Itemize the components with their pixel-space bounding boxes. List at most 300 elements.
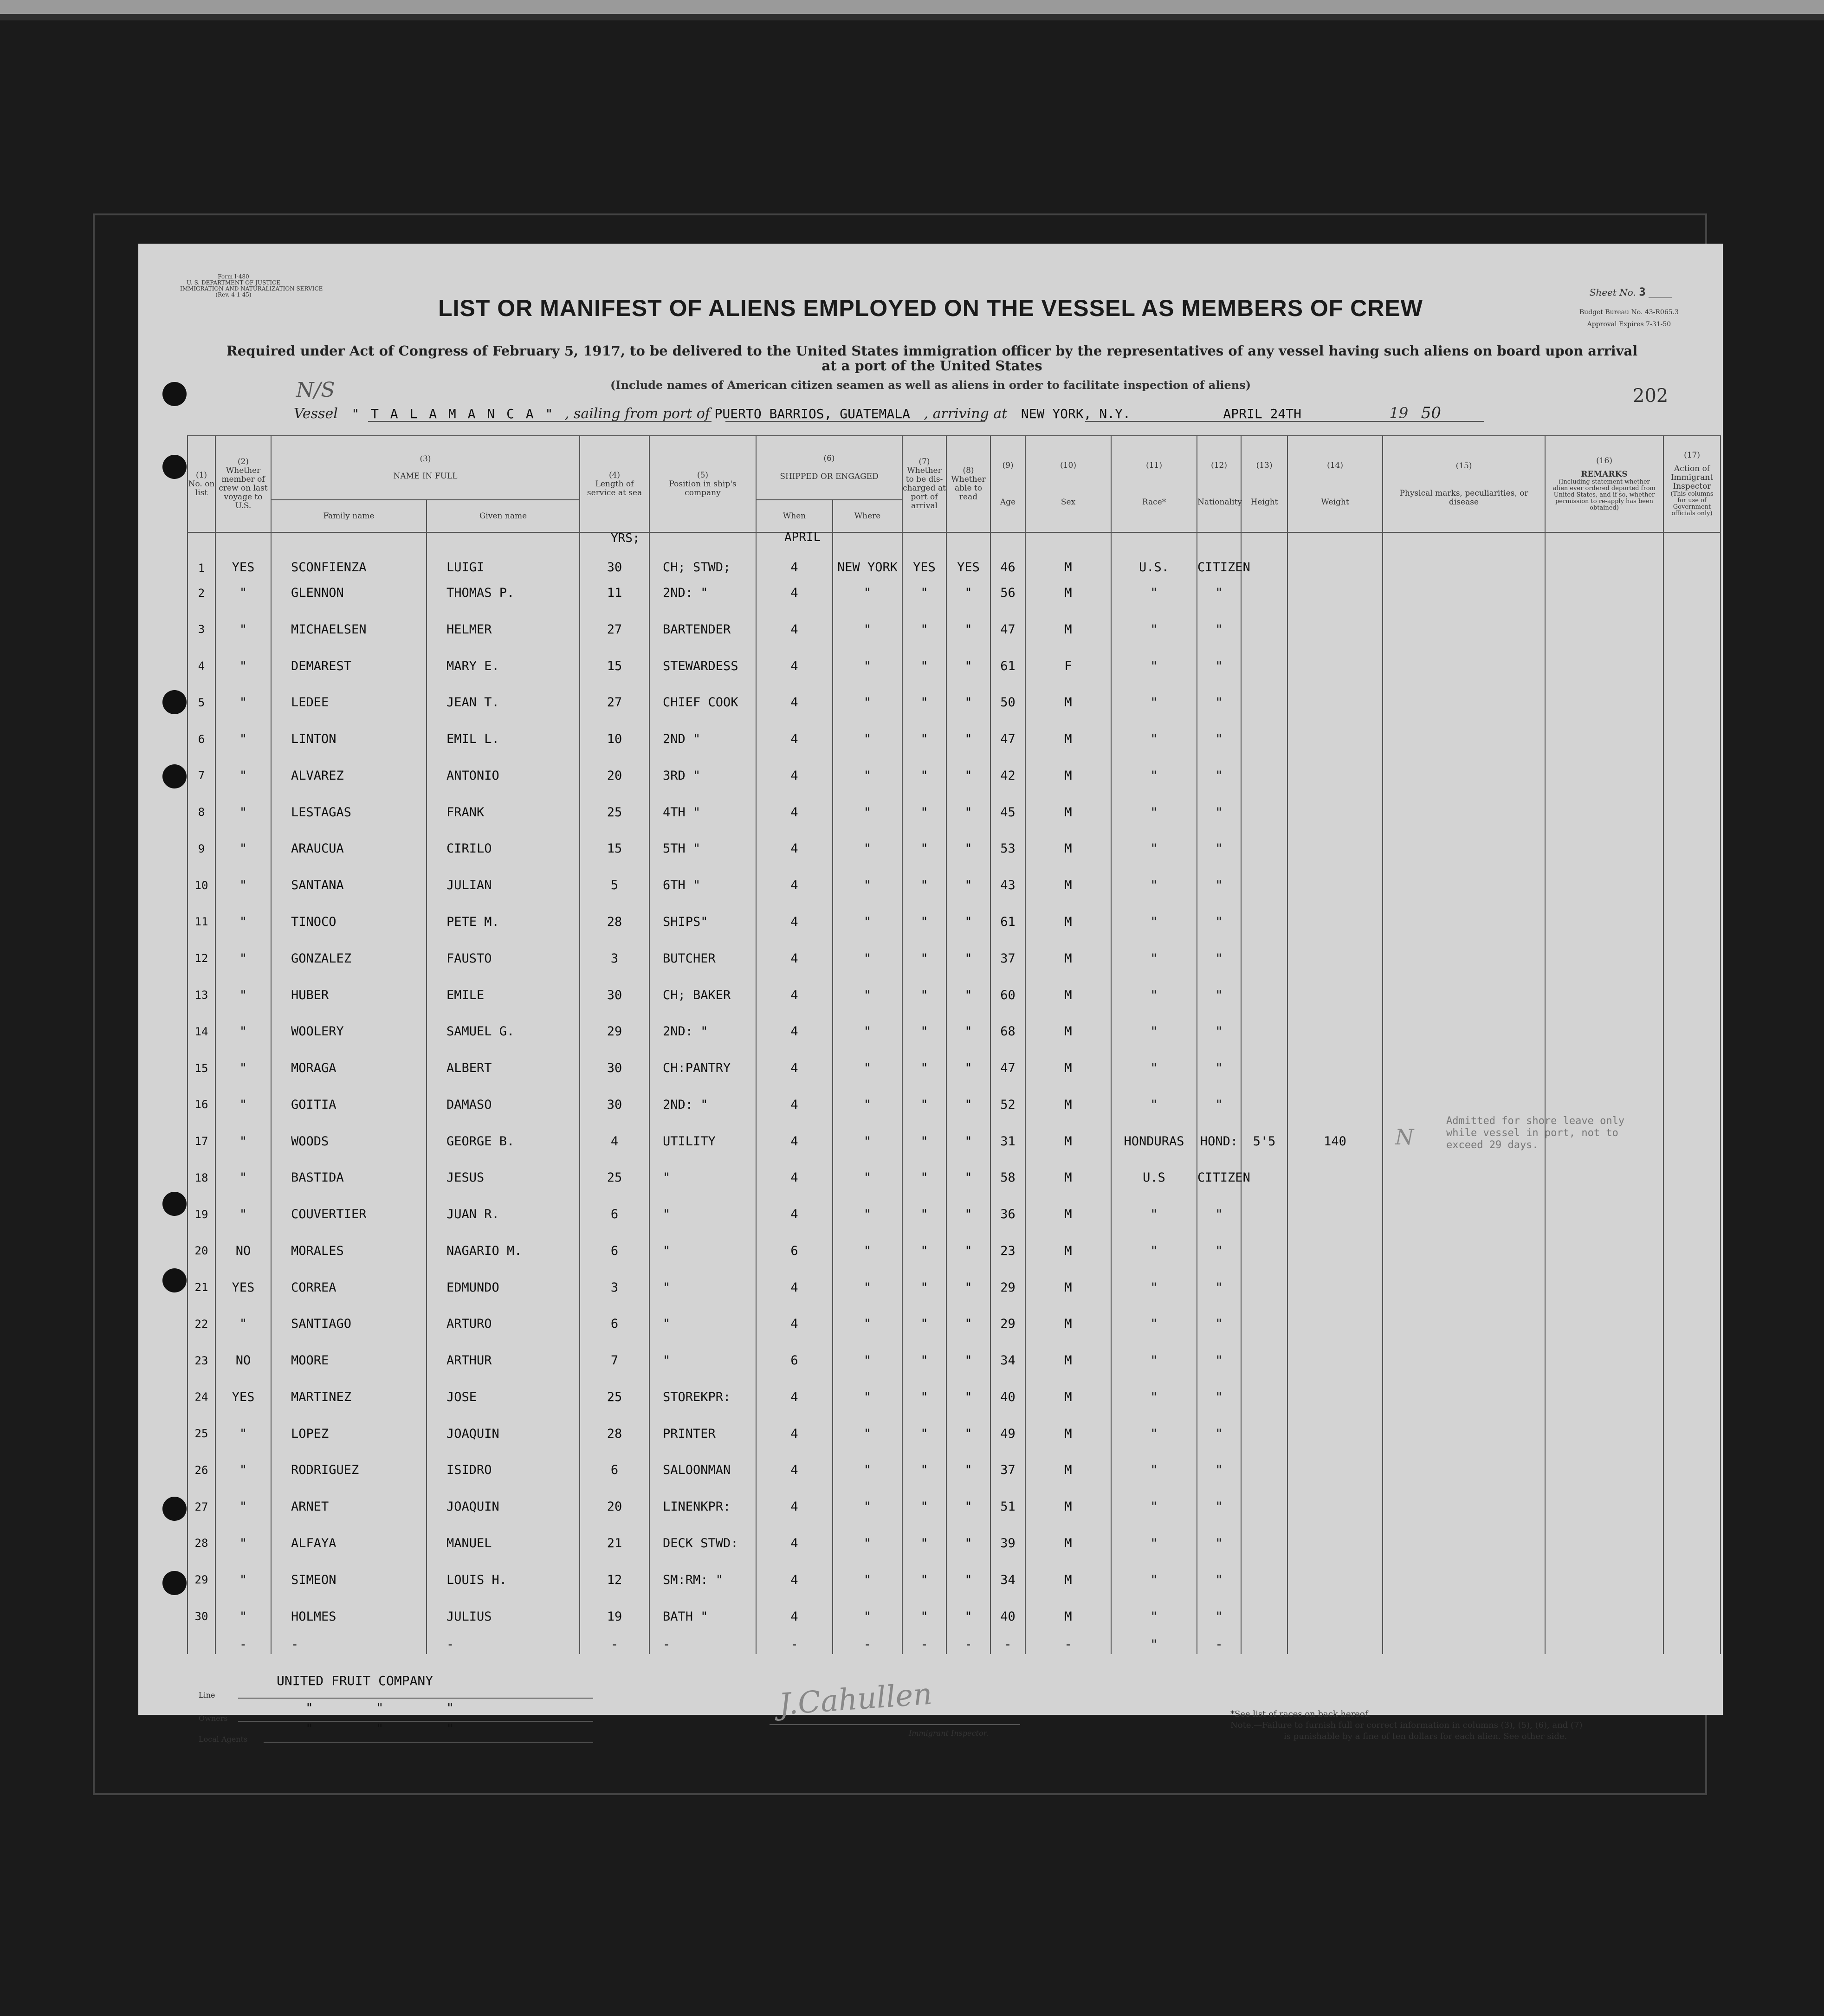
cell-race: " xyxy=(1111,1269,1197,1306)
cell-shipped-when: 4 xyxy=(756,648,833,685)
agents-underline xyxy=(264,1742,593,1743)
cell-height xyxy=(1241,575,1287,611)
cell-row-number xyxy=(188,1635,215,1654)
cell-shipped-where: " xyxy=(833,1525,902,1562)
cell-able-to-read: " xyxy=(946,1086,990,1123)
cell-row-number: 3 xyxy=(188,611,215,648)
film-edge xyxy=(0,0,1824,14)
vessel-underline xyxy=(368,421,711,422)
cell-position: CHIEF COOK xyxy=(649,685,756,721)
cell-family-name: DEMAREST xyxy=(271,648,427,685)
cell-row-number: 22 xyxy=(188,1306,215,1343)
cell-race: " xyxy=(1111,1050,1197,1086)
cell-nationality: " xyxy=(1197,611,1241,648)
cell-nationality: " xyxy=(1197,831,1241,867)
cell-sex: M xyxy=(1025,1269,1111,1306)
cell-age: 39 xyxy=(990,1525,1025,1562)
cell-physical xyxy=(1383,794,1545,831)
cell-able-to-read: " xyxy=(946,1342,990,1379)
cell-remarks xyxy=(1545,1269,1663,1306)
cell-discharge: " xyxy=(902,1415,946,1452)
cell-position: 2ND: " xyxy=(649,575,756,611)
cell-position: 2ND: " xyxy=(649,1086,756,1123)
cell-shipped-when: 4 xyxy=(756,1086,833,1123)
cell-race: " xyxy=(1111,611,1197,648)
cell-shipped-where: " xyxy=(833,1488,902,1525)
cell-weight xyxy=(1287,1013,1383,1050)
cell-height xyxy=(1241,1196,1287,1233)
table-row xyxy=(188,757,1721,794)
cell-able-to-read: " xyxy=(946,1525,990,1562)
cell-physical xyxy=(1383,611,1545,648)
cell-age: 58 xyxy=(990,1159,1025,1196)
cell-sex: M xyxy=(1025,867,1111,904)
cell-prev-voyage: " xyxy=(215,648,271,685)
table-row xyxy=(188,1598,1721,1635)
cell-weight xyxy=(1287,757,1383,794)
cell-physical xyxy=(1383,867,1545,904)
cell-race: " xyxy=(1111,1415,1197,1452)
cell-given-name: LOUIS H. xyxy=(427,1562,580,1598)
cell-race: " xyxy=(1111,1488,1197,1525)
cell-sex: M xyxy=(1025,794,1111,831)
cell-remarks xyxy=(1545,1050,1663,1086)
year-prefix: 19 xyxy=(1389,404,1409,422)
sailing-label: , sailing from port of xyxy=(564,406,710,422)
cell-row-number: 16 xyxy=(188,1086,215,1123)
cell-position: STOREKPR: xyxy=(649,1379,756,1415)
cell-inspector xyxy=(1663,904,1721,940)
sheet-value: 3 xyxy=(1639,285,1646,298)
cell-height xyxy=(1241,648,1287,685)
cell-height xyxy=(1241,1488,1287,1525)
cell-prev-voyage: " xyxy=(215,1086,271,1123)
cell-nationality: " xyxy=(1197,648,1241,685)
cell-row-number: 28 xyxy=(188,1525,215,1562)
cell-service-years: 7 xyxy=(580,1342,649,1379)
cell-service-years: 3 xyxy=(580,1269,649,1306)
cell-prev-voyage: " xyxy=(215,1415,271,1452)
cell-given-name: - xyxy=(427,1635,580,1654)
cell-sex: F xyxy=(1025,648,1111,685)
cell-service-years: 11 xyxy=(580,575,649,611)
cell-row-number: 30 xyxy=(188,1598,215,1635)
cell-race: " xyxy=(1111,1598,1197,1635)
cell-remarks xyxy=(1545,721,1663,757)
cell-discharge: " xyxy=(902,648,946,685)
cell-row-number: 21 xyxy=(188,1269,215,1306)
cell-able-to-read: " xyxy=(946,831,990,867)
cell-physical xyxy=(1383,1233,1545,1269)
cell-race: U.S. xyxy=(1111,532,1197,575)
cell-given-name: CIRILO xyxy=(427,831,580,867)
cell-sex: M xyxy=(1025,940,1111,977)
cell-sex: M xyxy=(1025,721,1111,757)
col-header-shipped: (6) SHIPPED OR ENGAGED xyxy=(756,436,902,500)
cell-height xyxy=(1241,685,1287,721)
cell-row-number: 23 xyxy=(188,1342,215,1379)
cell-service-years: 10 xyxy=(580,721,649,757)
cell-age: 47 xyxy=(990,721,1025,757)
cell-position: - xyxy=(649,1635,756,1654)
cell-family-name: - xyxy=(271,1635,427,1654)
cell-remarks xyxy=(1545,1233,1663,1269)
cell-given-name: FRANK xyxy=(427,794,580,831)
cell-nationality: " xyxy=(1197,1488,1241,1525)
cell-shipped-when: 4 xyxy=(756,575,833,611)
cell-physical xyxy=(1383,685,1545,721)
line-underline xyxy=(238,1698,593,1699)
punch-hole xyxy=(162,764,187,788)
cell-discharge: " xyxy=(902,1525,946,1562)
handwritten-mark: N/S xyxy=(296,378,335,402)
cell-discharge: " xyxy=(902,721,946,757)
cell-shipped-where: " xyxy=(833,1233,902,1269)
cell-shipped-where: " xyxy=(833,721,902,757)
cell-inspector xyxy=(1663,1342,1721,1379)
cell-family-name: ARAUCUA xyxy=(271,831,427,867)
cell-given-name: MANUEL xyxy=(427,1525,580,1562)
cell-prev-voyage: " xyxy=(215,1050,271,1086)
col-header-name: (3) NAME IN FULL xyxy=(271,436,580,500)
cell-height xyxy=(1241,1415,1287,1452)
vessel-label: Vessel xyxy=(294,406,338,422)
cell-age: 45 xyxy=(990,794,1025,831)
cell-shipped-when: 4 xyxy=(756,867,833,904)
cell-remarks xyxy=(1545,1342,1663,1379)
cell-discharge: " xyxy=(902,685,946,721)
cell-sex: M xyxy=(1025,1123,1111,1160)
col-header-height: (13) Height xyxy=(1241,436,1287,532)
cell-race: " xyxy=(1111,721,1197,757)
cell-remarks xyxy=(1545,1306,1663,1343)
table-row xyxy=(188,794,1721,831)
cell-shipped-when: 6 xyxy=(756,1233,833,1269)
cell-row-number: 14 xyxy=(188,1013,215,1050)
cell-sex: M xyxy=(1025,1013,1111,1050)
cell-discharge: " xyxy=(902,1050,946,1086)
cell-prev-voyage: " xyxy=(215,977,271,1014)
table-row xyxy=(188,1050,1721,1086)
cell-remarks xyxy=(1545,532,1663,575)
cell-nationality: - xyxy=(1197,1635,1241,1654)
cell-position: SM:RM: " xyxy=(649,1562,756,1598)
cell-nationality: " xyxy=(1197,575,1241,611)
cell-shipped-where: - xyxy=(833,1635,902,1654)
cell-family-name: CORREA xyxy=(271,1269,427,1306)
owners-label: Owners xyxy=(199,1714,228,1723)
cell-service-years: 6 xyxy=(580,1233,649,1269)
table-row xyxy=(188,1233,1721,1269)
cell-nationality: " xyxy=(1197,1086,1241,1123)
cell-sex: M xyxy=(1025,1159,1111,1196)
cell-inspector xyxy=(1663,940,1721,977)
arrival-underline xyxy=(1085,421,1484,422)
cell-shipped-when: 4 xyxy=(756,532,833,575)
table-row xyxy=(188,1452,1721,1489)
cell-weight xyxy=(1287,575,1383,611)
cell-position: " xyxy=(649,1196,756,1233)
cell-age: 56 xyxy=(990,575,1025,611)
cell-physical xyxy=(1383,532,1545,575)
cell-weight xyxy=(1287,904,1383,940)
cell-height xyxy=(1241,977,1287,1014)
cell-remarks xyxy=(1545,904,1663,940)
cell-discharge: " xyxy=(902,904,946,940)
cell-shipped-when: 4 xyxy=(756,1123,833,1160)
cell-able-to-read: " xyxy=(946,648,990,685)
cell-row-number: 25 xyxy=(188,1415,215,1452)
cell-row-number: 1 xyxy=(188,532,215,575)
cell-discharge: " xyxy=(902,1123,946,1160)
month-note: APRIL xyxy=(784,530,821,544)
cell-age: 40 xyxy=(990,1598,1025,1635)
cell-sex: M xyxy=(1025,1379,1111,1415)
cell-weight xyxy=(1287,1598,1383,1635)
cell-service-years: 15 xyxy=(580,648,649,685)
cell-able-to-read: " xyxy=(946,1013,990,1050)
cell-sex: M xyxy=(1025,1086,1111,1123)
cell-race: " xyxy=(1111,977,1197,1014)
cell-row-number: 4 xyxy=(188,648,215,685)
cell-remarks xyxy=(1545,757,1663,794)
table-row xyxy=(188,1379,1721,1415)
cell-physical xyxy=(1383,831,1545,867)
cell-weight xyxy=(1287,1562,1383,1598)
col-header-nationality: (12) Nationality xyxy=(1197,436,1241,532)
table-row xyxy=(188,611,1721,648)
cell-shipped-where: " xyxy=(833,1159,902,1196)
cell-prev-voyage: " xyxy=(215,1598,271,1635)
table-row xyxy=(188,1562,1721,1598)
cell-able-to-read: " xyxy=(946,1269,990,1306)
cell-shipped-where: " xyxy=(833,1379,902,1415)
cell-given-name: HELMER xyxy=(427,611,580,648)
cell-able-to-read: - xyxy=(946,1635,990,1654)
cell-shipped-when: 4 xyxy=(756,685,833,721)
cell-inspector xyxy=(1663,648,1721,685)
cell-shipped-when: 4 xyxy=(756,831,833,867)
table-row xyxy=(188,1196,1721,1233)
cell-service-years: 15 xyxy=(580,831,649,867)
table-row xyxy=(188,1635,1721,1654)
cell-inspector xyxy=(1663,1635,1721,1654)
cell-able-to-read: " xyxy=(946,1306,990,1343)
cell-remarks xyxy=(1545,611,1663,648)
cell-shipped-when: 4 xyxy=(756,1415,833,1452)
port-underline xyxy=(725,421,985,422)
cell-remarks xyxy=(1545,977,1663,1014)
cell-age: 46 xyxy=(990,532,1025,575)
shore-leave-remark: Admitted for shore leave only while vessel in port, not to exceed 29 days. xyxy=(1446,1115,1625,1151)
cell-height xyxy=(1241,1050,1287,1086)
cell-prev-voyage: " xyxy=(215,1525,271,1562)
arrival-port: NEW YORK, N.Y. xyxy=(1021,406,1131,421)
line-label: Line xyxy=(199,1691,215,1699)
cell-service-years: 12 xyxy=(580,1562,649,1598)
cell-shipped-where: " xyxy=(833,1452,902,1489)
cell-shipped-where: " xyxy=(833,1342,902,1379)
cell-shipped-where: " xyxy=(833,904,902,940)
cell-able-to-read: " xyxy=(946,1159,990,1196)
cell-race: " xyxy=(1111,1379,1197,1415)
cell-remarks xyxy=(1545,1013,1663,1050)
cell-given-name: ISIDRO xyxy=(427,1452,580,1489)
penalty-note: Note.—Failure to furnish full or correct information in columns (3), (5), (6), and (7) xyxy=(1230,1720,1583,1730)
cell-given-name: FAUSTO xyxy=(427,940,580,977)
cell-family-name: ARNET xyxy=(271,1488,427,1525)
cell-discharge: " xyxy=(902,1196,946,1233)
cell-shipped-when: 4 xyxy=(756,1196,833,1233)
cell-position: " xyxy=(649,1269,756,1306)
cell-race: " xyxy=(1111,940,1197,977)
cell-weight xyxy=(1287,831,1383,867)
cell-shipped-where: " xyxy=(833,940,902,977)
cell-shipped-where: " xyxy=(833,575,902,611)
cell-prev-voyage: " xyxy=(215,1452,271,1489)
cell-family-name: GONZALEZ xyxy=(271,940,427,977)
cell-shipped-where: " xyxy=(833,1269,902,1306)
cell-service-years: 25 xyxy=(580,1159,649,1196)
cell-physical xyxy=(1383,1342,1545,1379)
cell-discharge: " xyxy=(902,757,946,794)
cell-remarks xyxy=(1545,685,1663,721)
cell-given-name: JULIUS xyxy=(427,1598,580,1635)
cell-shipped-when: 4 xyxy=(756,977,833,1014)
sheet-label: Sheet No. xyxy=(1589,287,1636,298)
cell-nationality: " xyxy=(1197,1415,1241,1452)
cell-able-to-read: " xyxy=(946,757,990,794)
cell-nationality: " xyxy=(1197,1233,1241,1269)
cell-inspector xyxy=(1663,831,1721,867)
cell-discharge: " xyxy=(902,977,946,1014)
cell-family-name: MARTINEZ xyxy=(271,1379,427,1415)
cell-age: 31 xyxy=(990,1123,1025,1160)
cell-service-years: 25 xyxy=(580,794,649,831)
cell-family-name: SIMEON xyxy=(271,1562,427,1598)
cell-weight xyxy=(1287,685,1383,721)
col-header-when: When xyxy=(756,500,833,532)
cell-service-years: - xyxy=(580,1635,649,1654)
stamp-number: 202 xyxy=(1633,385,1669,407)
cell-nationality: HOND: xyxy=(1197,1123,1241,1160)
col-header-where: Where xyxy=(833,500,902,532)
cell-shipped-when: 4 xyxy=(756,940,833,977)
cell-position: DECK STWD: xyxy=(649,1525,756,1562)
cell-remarks xyxy=(1545,867,1663,904)
cell-shipped-when: 4 xyxy=(756,1379,833,1415)
cell-prev-voyage: YES xyxy=(215,1379,271,1415)
cell-height xyxy=(1241,1306,1287,1343)
cell-weight xyxy=(1287,977,1383,1014)
cell-given-name: ALBERT xyxy=(427,1050,580,1086)
cell-inspector xyxy=(1663,611,1721,648)
cell-family-name: MICHAELSEN xyxy=(271,611,427,648)
cell-given-name: JULIAN xyxy=(427,867,580,904)
cell-physical xyxy=(1383,1379,1545,1415)
cell-race: " xyxy=(1111,1452,1197,1489)
service-name: IMMIGRATION AND NATURALIZATION SERVICE xyxy=(180,285,323,292)
cell-able-to-read: " xyxy=(946,1379,990,1415)
cell-shipped-when: 4 xyxy=(756,1525,833,1562)
cell-remarks xyxy=(1545,940,1663,977)
cell-discharge: " xyxy=(902,575,946,611)
cell-row-number: 18 xyxy=(188,1159,215,1196)
cell-family-name: SANTANA xyxy=(271,867,427,904)
cell-discharge: " xyxy=(902,1086,946,1123)
local-agents-label: Local Agents xyxy=(199,1735,248,1744)
cell-height xyxy=(1241,1598,1287,1635)
cell-service-years: 29 xyxy=(580,1013,649,1050)
col-header-remarks: (16) REMARKS (Including statement whether alien ever ordered deported from United States, and if so, whether permission to re-apply has been obtained) xyxy=(1545,436,1663,532)
line-company: UNITED FRUIT COMPANY xyxy=(277,1673,433,1688)
cell-sex: M xyxy=(1025,1306,1111,1343)
cell-age: 50 xyxy=(990,685,1025,721)
table-row xyxy=(188,648,1721,685)
races-note: *See list of races on back hereof. xyxy=(1230,1709,1371,1719)
cell-physical xyxy=(1383,1598,1545,1635)
form-number: Form I-480 xyxy=(218,273,249,280)
cell-given-name: NAGARIO M. xyxy=(427,1233,580,1269)
cell-shipped-where: NEW YORK xyxy=(833,532,902,575)
cell-remarks xyxy=(1545,1415,1663,1452)
cell-shipped-when: 4 xyxy=(756,1013,833,1050)
cell-physical xyxy=(1383,1196,1545,1233)
instruction-note: (Include names of American citizen seamen as well as aliens in order to facilitate inspection of aliens) xyxy=(610,378,1251,392)
cell-position: 2ND " xyxy=(649,721,756,757)
cell-shipped-where: " xyxy=(833,831,902,867)
cell-sex: M xyxy=(1025,1598,1111,1635)
cell-able-to-read: " xyxy=(946,940,990,977)
cell-weight: 140 xyxy=(1287,1123,1383,1160)
cell-age: 37 xyxy=(990,1452,1025,1489)
cell-inspector xyxy=(1663,977,1721,1014)
cell-given-name: JOAQUIN xyxy=(427,1415,580,1452)
cell-height xyxy=(1241,1086,1287,1123)
cell-height xyxy=(1241,757,1287,794)
cell-shipped-where: " xyxy=(833,1306,902,1343)
cell-given-name: ARTHUR xyxy=(427,1342,580,1379)
cell-service-years: 27 xyxy=(580,611,649,648)
cell-age: 42 xyxy=(990,757,1025,794)
cell-remarks xyxy=(1545,1562,1663,1598)
col-header-read: (8) Whether able to read xyxy=(946,436,990,532)
cell-able-to-read: YES xyxy=(946,532,990,575)
col-header-service: (4) Length of service at sea xyxy=(580,436,649,532)
sheet-number: Sheet No. 3 _____ xyxy=(1589,285,1672,298)
cell-height: 5'5 xyxy=(1241,1123,1287,1160)
cell-service-years: 20 xyxy=(580,757,649,794)
cell-age: 34 xyxy=(990,1562,1025,1598)
cell-weight xyxy=(1287,1233,1383,1269)
cell-sex: M xyxy=(1025,1488,1111,1525)
cell-given-name: PETE M. xyxy=(427,904,580,940)
cell-height xyxy=(1241,1635,1287,1654)
cell-nationality: " xyxy=(1197,1306,1241,1343)
vessel-line xyxy=(294,404,1441,422)
table-row xyxy=(188,532,1721,575)
cell-prev-voyage: YES xyxy=(215,1269,271,1306)
cell-position: CH; BAKER xyxy=(649,977,756,1014)
cell-weight xyxy=(1287,1306,1383,1343)
cell-prev-voyage: " xyxy=(215,1013,271,1050)
cell-position: 3RD " xyxy=(649,757,756,794)
cell-able-to-read: " xyxy=(946,611,990,648)
cell-service-years: 30 xyxy=(580,977,649,1014)
col-header-no: (1) No. on list xyxy=(188,436,215,532)
cell-position: LINENKPR: xyxy=(649,1488,756,1525)
cell-nationality: " xyxy=(1197,1598,1241,1635)
